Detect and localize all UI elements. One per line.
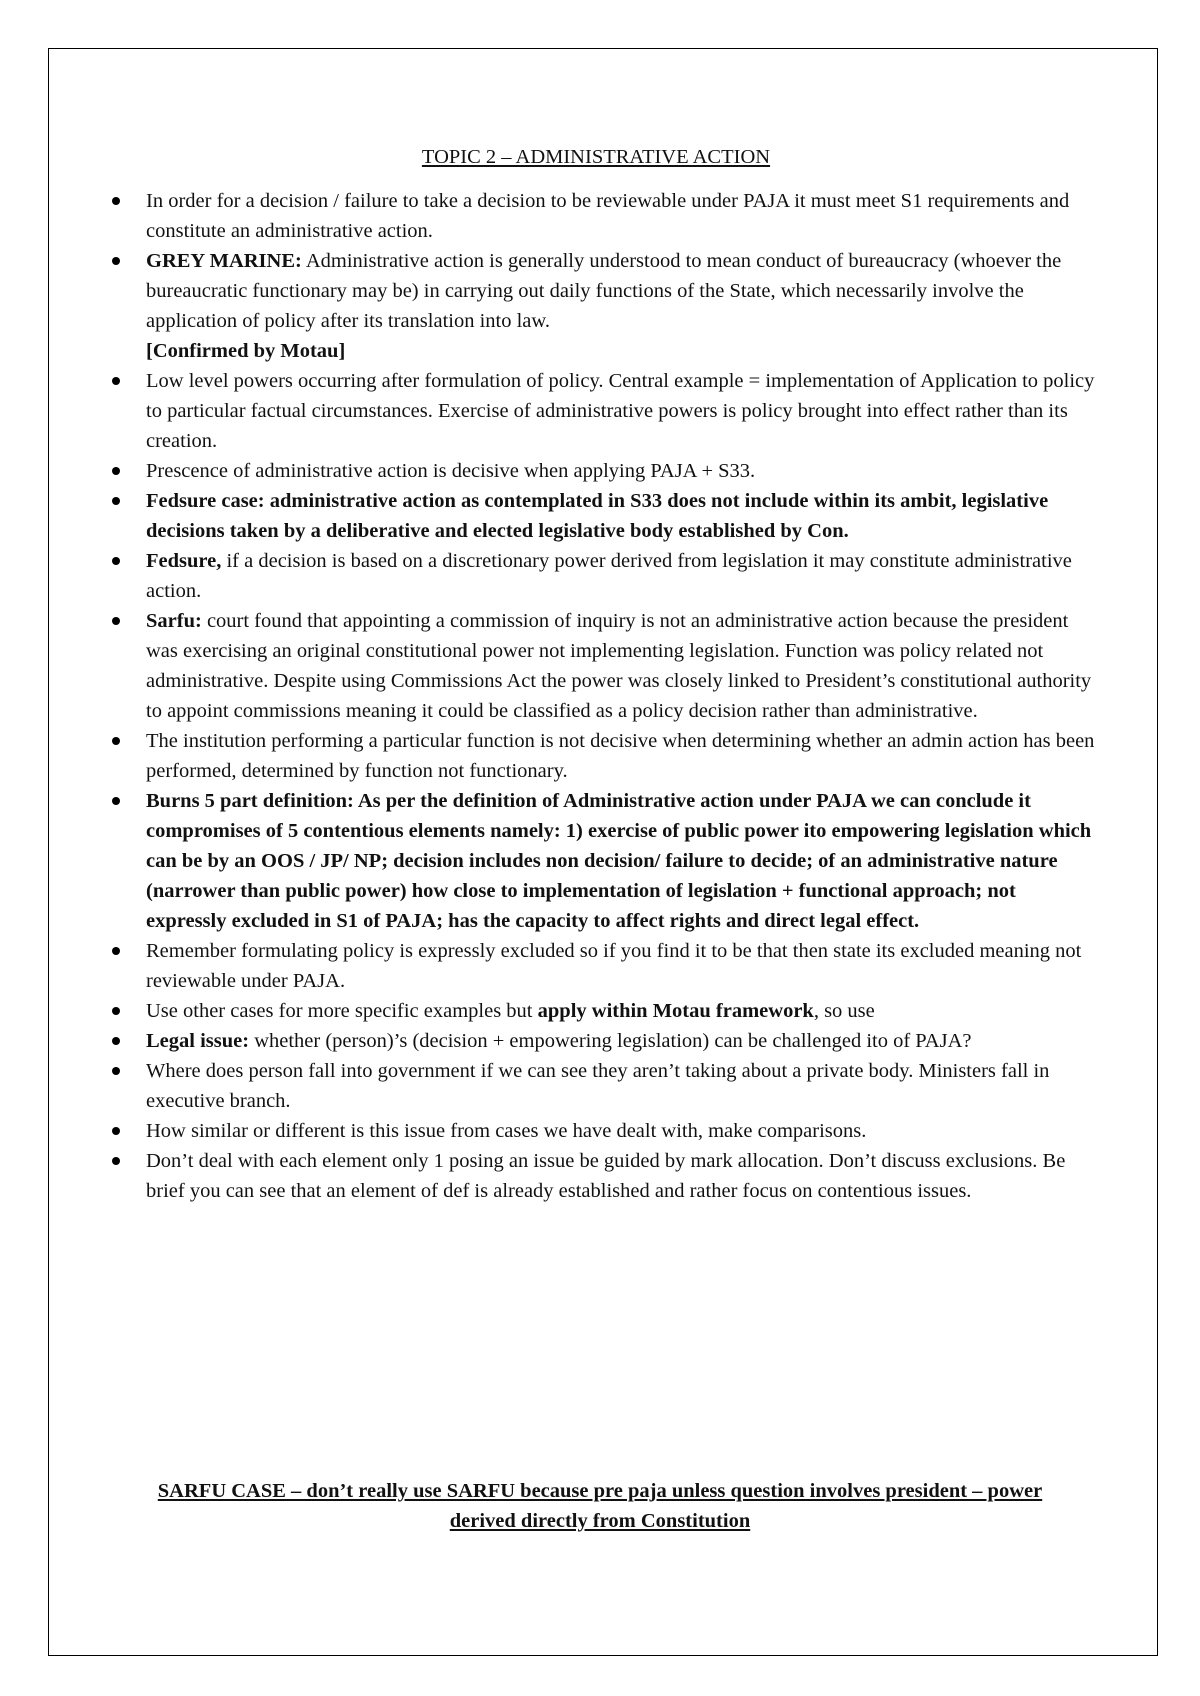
- list-item: How similar or different is this issue from cases we have dealt with, make comparisons.: [96, 1116, 1096, 1146]
- list-item: Burns 5 part definition: As per the definition of Administrative action under PAJA we can conclude it compromises of 5 contentious elements namely: 1) exercise of public power ito empowering legislation which can be by an OOS / JP/ NP; decision includes non decision/ failure to decide; of an administrative nature (narrower than public power) how close to implementation of legislation + functional approach; not expressly excluded in S1 of PAJA; has the capacity to affect rights and direct legal effect.: [96, 786, 1096, 936]
- bullet-icon: [112, 1157, 120, 1165]
- bullet-icon: [112, 1007, 120, 1015]
- bullet-icon: [112, 257, 120, 265]
- bullet-icon: [112, 467, 120, 475]
- bullet-icon: [112, 1067, 120, 1075]
- bullet-icon: [112, 377, 120, 385]
- bullet-icon: [112, 617, 120, 625]
- bullet-icon: [112, 1127, 120, 1135]
- list-item: In order for a decision / failure to take a decision to be reviewable under PAJA it must meet S1 requirements and constitute an administrative action.: [96, 186, 1096, 246]
- bullet-icon: [112, 197, 120, 205]
- list-item: Fedsure case: administrative action as contemplated in S33 does not include within its ambit, legislative decisions taken by a deliberative and elected legislative body established by Con.: [96, 486, 1096, 546]
- list-item: Use other cases for more specific examples but apply within Motau framework, so use: [96, 996, 1096, 1026]
- list-item: Legal issue: whether (person)’s (decision + empowering legislation) can be challenged ito of PAJA?: [96, 1026, 1096, 1056]
- list-item: GREY MARINE: Administrative action is generally understood to mean conduct of bureaucracy (whoever the bureaucratic functionary may be) in carrying out daily functions of the State, which necessarily involve the application of policy after its translation into law. [Confirmed by Motau]: [96, 246, 1096, 366]
- list-item: Don’t deal with each element only 1 posing an issue be guided by mark allocation. Don’t discuss exclusions. Be brief you can see that an element of def is already established and rather focus on contentious issues.: [96, 1146, 1096, 1206]
- list-item: Fedsure, if a decision is based on a discretionary power derived from legislation it may constitute administrative action.: [96, 546, 1096, 606]
- bullet-icon: [112, 497, 120, 505]
- list-item: Sarfu: court found that appointing a commission of inquiry is not an administrative action because the president was exercising an original constitutional power not implementing legislation. Function was policy related not administrative. Despite using Commissions Act the power was closely linked to President’s constitutional authority to appoint commissions meaning it could be classified as a policy decision rather than administrative.: [96, 606, 1096, 726]
- bullet-icon: [112, 797, 120, 805]
- bullet-icon: [112, 737, 120, 745]
- notes-list: [96, 186, 1096, 1206]
- bullet-icon: [112, 947, 120, 955]
- document-body: [96, 142, 1096, 1206]
- list-item: The institution performing a particular function is not decisive when determining whether an admin action has been performed, determined by function not functionary.: [96, 726, 1096, 786]
- bullet-icon: [112, 1037, 120, 1045]
- page-title: TOPIC 2 – ADMINISTRATIVE ACTION: [421, 146, 771, 168]
- list-item: Remember formulating policy is expressly excluded so if you find it to be that then state its excluded meaning not reviewable under PAJA.: [96, 936, 1096, 996]
- list-item: Where does person fall into government if we can see they aren’t taking about a private body. Ministers fall in executive branch.: [96, 1056, 1096, 1116]
- bullet-icon: [112, 557, 120, 565]
- footer-heading: SARFU CASE – don’t really use SARFU because pre paja unless question involves president – power derived directly from Constitution: [157, 1480, 1043, 1532]
- list-item: Low level powers occurring after formulation of policy. Central example = implementation of Application to policy to particular factual circumstances. Exercise of administrative powers is policy brought into effect rather than its creation.: [96, 366, 1096, 456]
- list-item: Prescence of administrative action is decisive when applying PAJA + S33.: [96, 456, 1096, 486]
